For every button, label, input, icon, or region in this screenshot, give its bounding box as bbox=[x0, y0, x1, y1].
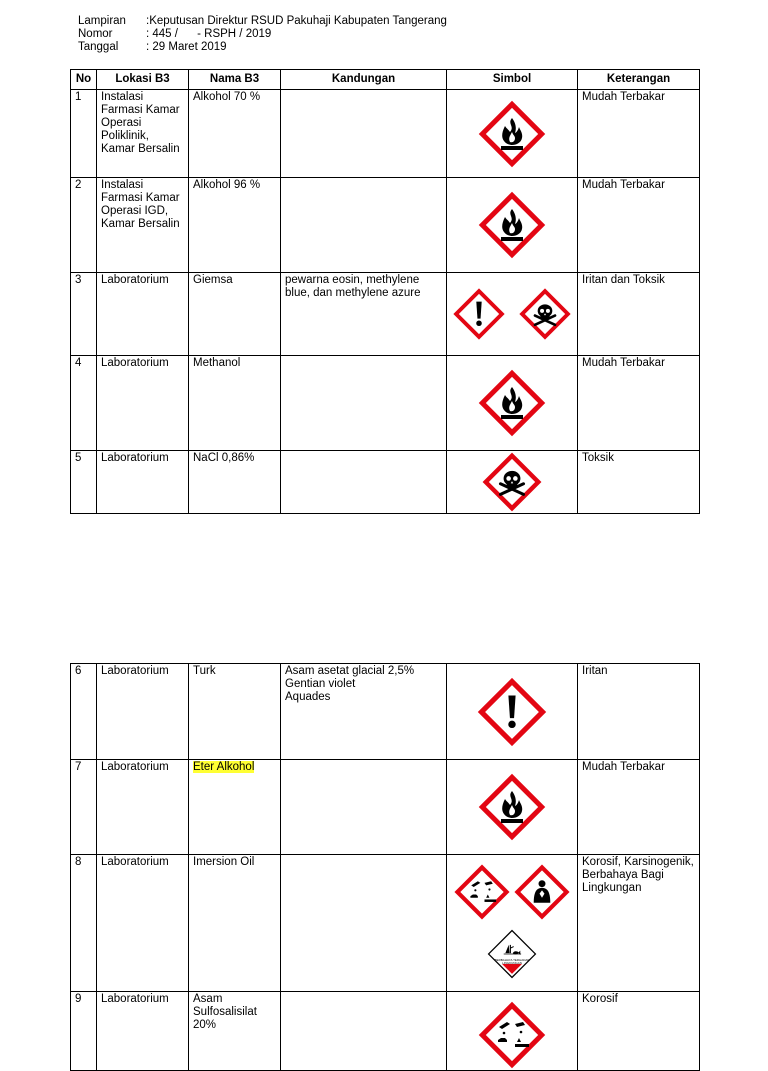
cell-kandungan bbox=[281, 90, 447, 178]
flame-icon bbox=[477, 772, 547, 842]
col-header-simbol: Simbol bbox=[447, 70, 578, 90]
cell-simbol bbox=[447, 451, 578, 514]
symbol-group bbox=[447, 863, 577, 983]
lampiran-value: :Keputusan Direktur RSUD Pakuhaji Kabupaten Tangerang bbox=[146, 15, 447, 27]
cell-no: 7 bbox=[71, 760, 97, 855]
cell-simbol bbox=[447, 356, 578, 451]
table-row bbox=[71, 273, 700, 356]
cell-kandungan bbox=[281, 855, 447, 992]
tanggal-label: Tanggal bbox=[78, 41, 119, 53]
nomor-value: : 445 / - RSPH / 2019 bbox=[146, 28, 272, 40]
col-header-kandungan: Kandungan bbox=[281, 70, 447, 90]
cell-kandungan bbox=[281, 178, 447, 273]
cell-no: 4 bbox=[71, 356, 97, 451]
cell-nama: NaCl 0,86% bbox=[189, 451, 281, 514]
nomor-label: Nomor bbox=[78, 28, 113, 40]
cell-lokasi: Laboratorium bbox=[97, 356, 189, 451]
cell-simbol bbox=[447, 178, 578, 273]
kandungan-line: Gentian violet bbox=[285, 678, 356, 690]
environment-hazard-icon bbox=[483, 925, 541, 983]
cell-nama: Alkohol 70 % bbox=[189, 90, 281, 178]
cell-nama: Giemsa bbox=[189, 273, 281, 356]
cell-no: 9 bbox=[71, 992, 97, 1071]
corrosion-icon bbox=[477, 1000, 547, 1070]
skull-crossbones-icon bbox=[481, 451, 543, 513]
corrosion-icon bbox=[453, 863, 511, 921]
cell-keterangan: Iritan dan Toksik bbox=[578, 273, 700, 356]
skull-crossbones-icon bbox=[518, 287, 572, 341]
cell-keterangan: Korosif, Karsinogenik, Berbahaya Bagi Lingkungan bbox=[578, 855, 700, 992]
flame-icon bbox=[477, 190, 547, 260]
b3-table-page-1 bbox=[70, 69, 700, 514]
col-header-lokasi: Lokasi B3 bbox=[97, 70, 189, 90]
cell-kandungan bbox=[281, 451, 447, 514]
table-row bbox=[71, 90, 700, 178]
cell-kandungan bbox=[281, 356, 447, 451]
cell-lokasi: Laboratorium bbox=[97, 664, 189, 760]
cell-lokasi: Laboratorium bbox=[97, 992, 189, 1071]
cell-simbol bbox=[447, 855, 578, 992]
cell-keterangan: Toksik bbox=[578, 451, 700, 514]
symbol-group bbox=[447, 287, 577, 341]
cell-keterangan: Mudah Terbakar bbox=[578, 90, 700, 178]
table-row bbox=[71, 451, 700, 514]
cell-lokasi: Laboratorium bbox=[97, 273, 189, 356]
cell-no: 2 bbox=[71, 178, 97, 273]
col-header-nama: Nama B3 bbox=[189, 70, 281, 90]
document-header bbox=[78, 15, 447, 54]
cell-simbol bbox=[447, 664, 578, 760]
table-row bbox=[71, 356, 700, 451]
cell-kandungan bbox=[281, 760, 447, 855]
cell-no: 3 bbox=[71, 273, 97, 356]
cell-no: 1 bbox=[71, 90, 97, 178]
cell-no: 6 bbox=[71, 664, 97, 760]
cell-no: 5 bbox=[71, 451, 97, 514]
table-row bbox=[71, 855, 700, 992]
exclamation-icon bbox=[452, 287, 506, 341]
nomor-row bbox=[78, 28, 447, 41]
cell-kandungan: pewarna eosin, methylene blue, dan methylene azure bbox=[281, 273, 447, 356]
cell-simbol bbox=[447, 273, 578, 356]
health-hazard-icon bbox=[513, 863, 571, 921]
cell-simbol bbox=[447, 992, 578, 1071]
cell-nama: Alkohol 96 % bbox=[189, 178, 281, 273]
table-row bbox=[71, 760, 700, 855]
kandungan-line: Asam asetat glacial 2,5% bbox=[285, 665, 415, 677]
cell-keterangan: Korosif bbox=[578, 992, 700, 1071]
flame-icon bbox=[477, 99, 547, 169]
cell-lokasi: Instalasi Farmasi Kamar Operasi IGD, Kamar Bersalin bbox=[97, 178, 189, 273]
tanggal-value: : 29 Maret 2019 bbox=[146, 41, 227, 53]
environment-hazard-label: BERBAHAYA TERHADAP LINGKUNGAN bbox=[494, 958, 530, 965]
cell-lokasi: Instalasi Farmasi Kamar Operasi Poliklinik, Kamar Bersalin bbox=[97, 90, 189, 178]
environment-symbol-wrap bbox=[483, 925, 541, 983]
tanggal-row bbox=[78, 41, 447, 54]
lampiran-label: Lampiran bbox=[78, 15, 126, 27]
exclamation-icon bbox=[476, 676, 548, 748]
cell-lokasi: Laboratorium bbox=[97, 451, 189, 514]
b3-table-page-2 bbox=[70, 663, 700, 1071]
cell-nama: Turk bbox=[189, 664, 281, 760]
cell-simbol bbox=[447, 90, 578, 178]
highlighted-name: Eter Alkohol bbox=[193, 761, 255, 773]
flame-icon bbox=[477, 368, 547, 438]
cell-kandungan bbox=[281, 992, 447, 1071]
table-row bbox=[71, 664, 700, 760]
cell-nama: Asam Sulfosalisilat 20% bbox=[189, 992, 281, 1071]
table-row bbox=[71, 178, 700, 273]
lampiran-row bbox=[78, 15, 447, 28]
cell-keterangan: Mudah Terbakar bbox=[578, 760, 700, 855]
cell-nama bbox=[189, 760, 281, 855]
cell-kandungan bbox=[281, 664, 447, 760]
cell-nama: Methanol bbox=[189, 356, 281, 451]
cell-lokasi: Laboratorium bbox=[97, 855, 189, 992]
cell-simbol bbox=[447, 760, 578, 855]
cell-keterangan: Mudah Terbakar bbox=[578, 178, 700, 273]
cell-keterangan: Mudah Terbakar bbox=[578, 356, 700, 451]
col-header-no: No bbox=[71, 70, 97, 90]
symbol-pair bbox=[453, 863, 571, 921]
col-header-keterangan: Keterangan bbox=[578, 70, 700, 90]
table-row bbox=[71, 992, 700, 1071]
kandungan-line: Aquades bbox=[285, 691, 331, 703]
cell-nama: Imersion Oil bbox=[189, 855, 281, 992]
cell-keterangan: Iritan bbox=[578, 664, 700, 760]
cell-no: 8 bbox=[71, 855, 97, 992]
table-header-row bbox=[71, 70, 700, 90]
cell-lokasi: Laboratorium bbox=[97, 760, 189, 855]
